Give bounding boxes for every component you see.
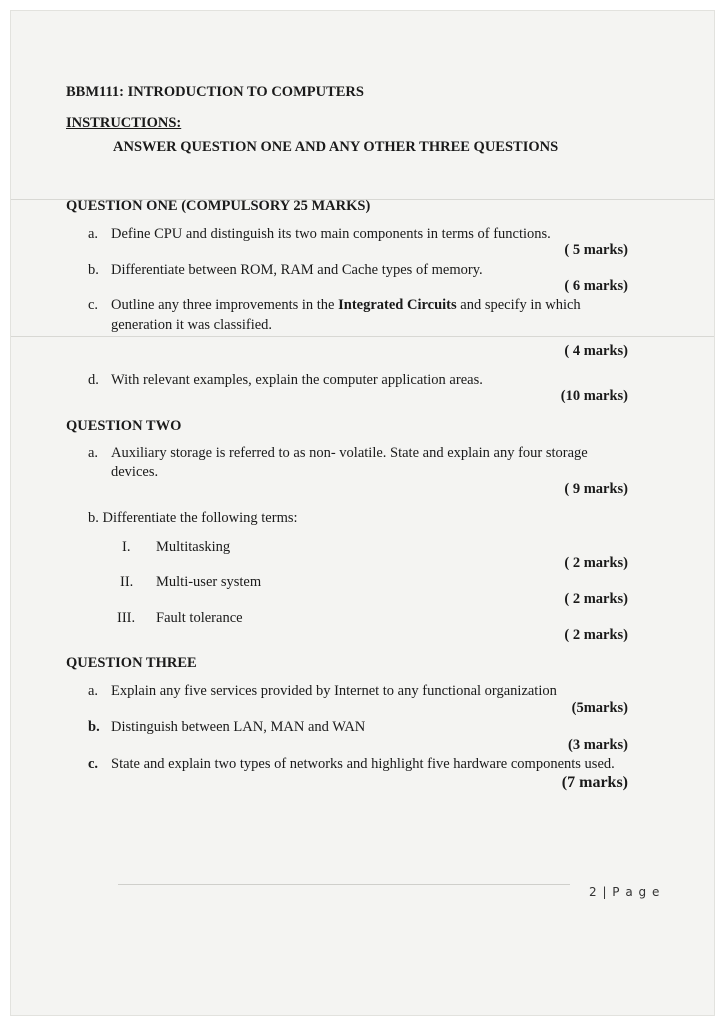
course-title: BBM111: INTRODUCTION TO COMPUTERS bbox=[66, 84, 364, 100]
q2b-text: b. Differentiate the following terms: bbox=[88, 510, 298, 526]
q1b-text: Differentiate between ROM, RAM and Cache types of memory. bbox=[111, 262, 483, 278]
q2b-item-marks: ( 2 marks) bbox=[564, 627, 628, 643]
footer-rule bbox=[118, 884, 570, 885]
q1d-label: d. bbox=[88, 372, 99, 388]
q2b-item-text: Multi-user system bbox=[156, 574, 262, 590]
q2a-marks: ( 9 marks) bbox=[564, 481, 628, 497]
q2a-text: Auxiliary storage is referred to as non- volatile. State and explain any four storage bbox=[111, 445, 588, 461]
q2b-item-num: II. bbox=[120, 574, 134, 590]
q2b-item-num: I. bbox=[122, 539, 131, 555]
instructions-label: INSTRUCTIONS: bbox=[66, 115, 182, 131]
q1c-text-bold: Integrated Circuits bbox=[338, 297, 457, 313]
q3b-marks: (3 marks) bbox=[567, 737, 628, 753]
q1d-text: With relevant examples, explain the computer application areas. bbox=[111, 372, 483, 388]
q2b-item-num: III. bbox=[117, 610, 136, 626]
q2b-item-text: Multitasking bbox=[156, 539, 231, 555]
q3c-text: State and explain two types of networks and highlight five hardware components used. bbox=[111, 756, 615, 772]
q1d-marks: (10 marks) bbox=[560, 388, 628, 404]
q2b-item-marks: ( 2 marks) bbox=[564, 591, 628, 607]
q1c-label: c. bbox=[88, 297, 99, 313]
q2b-item-marks: ( 2 marks) bbox=[564, 555, 628, 571]
q1c-text bbox=[111, 296, 581, 314]
q3c-marks: (7 marks) bbox=[561, 774, 628, 791]
q3c-label: c. bbox=[88, 756, 99, 772]
scan-artifact-line bbox=[11, 336, 714, 337]
q3b-label: b. bbox=[88, 719, 100, 735]
q1a-marks: ( 5 marks) bbox=[564, 242, 628, 258]
q2a-label: a. bbox=[88, 445, 99, 461]
question-three-title: QUESTION THREE bbox=[66, 655, 197, 671]
q1c-marks: ( 4 marks) bbox=[564, 343, 628, 359]
page-number: 2 | P a g e bbox=[589, 885, 661, 899]
q2a-text-line2: devices. bbox=[111, 464, 159, 480]
q3a-label: a. bbox=[88, 683, 99, 699]
q1a-text: Define CPU and distinguish its two main components in terms of functions. bbox=[111, 226, 551, 242]
question-one-title: QUESTION ONE (COMPULSORY 25 MARKS) bbox=[66, 198, 371, 214]
q2b-item-text: Fault tolerance bbox=[156, 610, 243, 626]
question-two-title: QUESTION TWO bbox=[66, 418, 182, 434]
q1c-text-line2: generation it was classified. bbox=[111, 317, 273, 333]
q1b-label: b. bbox=[88, 262, 99, 278]
instructions-text: ANSWER QUESTION ONE AND ANY OTHER THREE QUESTIONS bbox=[113, 139, 559, 155]
q3a-text: Explain any five services provided by Internet to any functional organization bbox=[111, 683, 557, 699]
q1c-text-part: Outline any three improvements in the bbox=[111, 297, 339, 313]
q1c-text-part: and specify in which bbox=[456, 297, 581, 313]
q1a-label: a. bbox=[88, 226, 99, 242]
q3a-marks: (5marks) bbox=[571, 700, 628, 716]
q1b-marks: ( 6 marks) bbox=[564, 278, 628, 294]
q3b-text: Distinguish between LAN, MAN and WAN bbox=[111, 719, 366, 735]
